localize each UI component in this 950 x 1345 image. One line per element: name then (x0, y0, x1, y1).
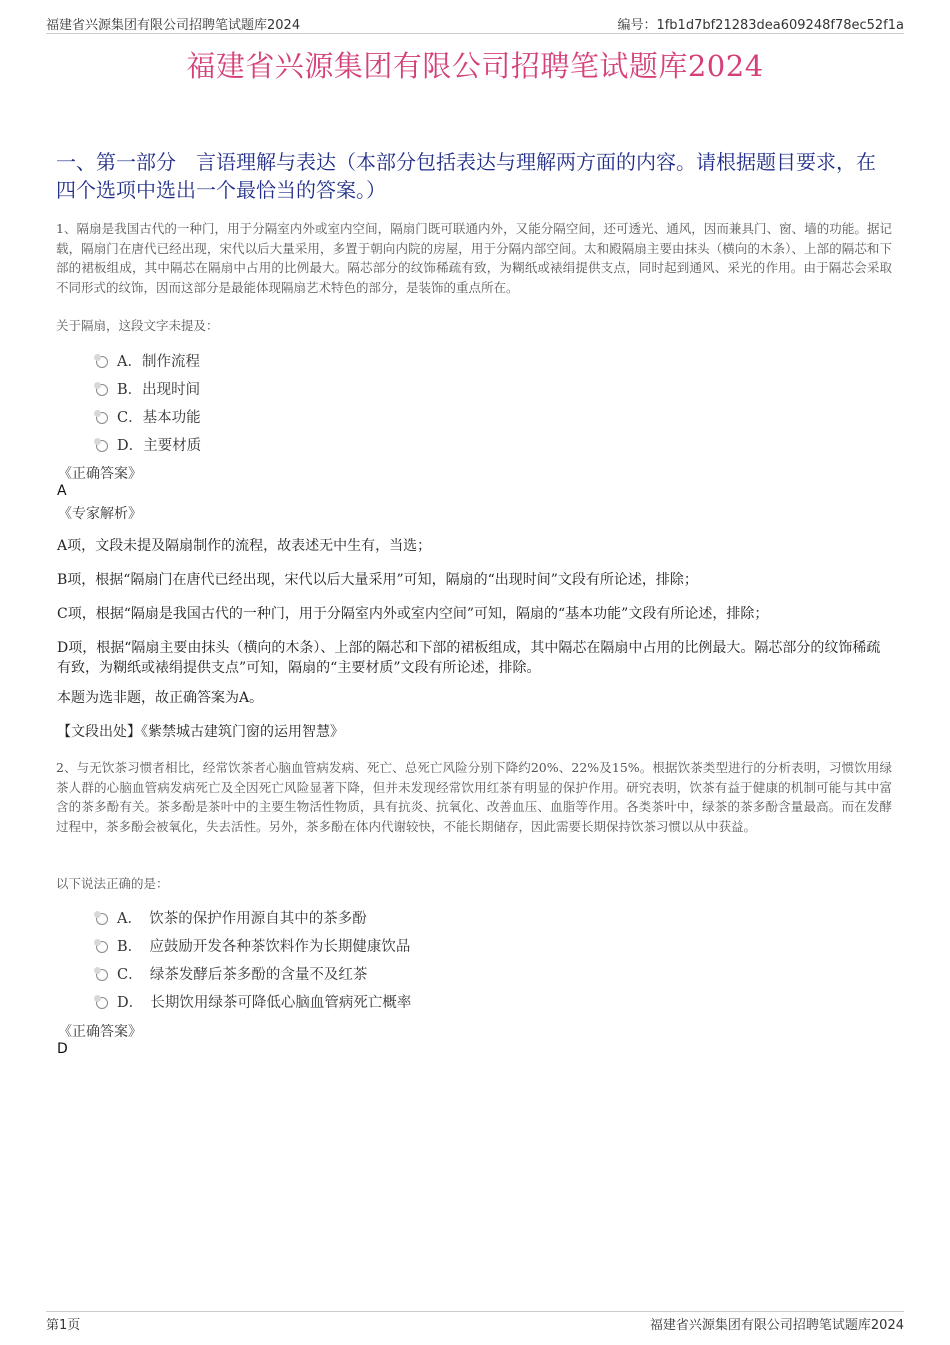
question-2-answer: D (57, 1041, 68, 1057)
question-2-answer-label: 《正确答案》 (58, 1024, 142, 1040)
option-label: C． 绿茶发酵后茶多酚的含量不及红茶 (117, 966, 368, 983)
question-2-option-a[interactable] (96, 903, 411, 931)
option-label: D． 长期饮用绿茶可降低心脑血管病死亡概率 (117, 994, 412, 1011)
analysis-line-c: C项，根据“隔扇是我国古代的一种门，用于分隔室内外或室内空间”可知，隔扇的“基本功能”文段有所论述，排除； (57, 606, 769, 622)
footer-page-number: 第1页 (46, 1318, 81, 1333)
question-1-option-c[interactable] (96, 402, 201, 430)
question-1-prompt: 关于隔扇，这段文字未提及： (56, 318, 219, 333)
page-header (46, 14, 904, 34)
option-label: A． 饮茶的保护作用源自其中的茶多酚 (117, 910, 367, 927)
section-title: 一、第一部分 言语理解与表达（本部分包括表达与理解两方面的内容。请根据题目要求，在四个选项中选出一个最恰当的答案。） (56, 150, 876, 202)
radio-icon[interactable] (96, 913, 108, 925)
option-label: C．基本功能 (117, 409, 201, 426)
option-label: A．制作流程 (117, 353, 200, 370)
header-doc-id: 编号：1fb1d7bf21283dea609248f78ec52f1a (617, 18, 904, 33)
question-2-passage: 2、与无饮茶习惯者相比，经常饮茶者心脑血管病发病、死亡、总死亡风险分别下降约20%、22%及15%。根据饮茶类型进行的分析表明，习惯饮用绿茶人群的心脑血管病发病死亡及全因死亡风险显著下降，但并未发现经常饮用红茶有明显的保护作用。研究表明，饮茶有益于健康的机制可能与其中富含的茶多酚有关。茶多酚是茶叶中的主要生物活性物质，具有抗炎、抗氧化、改善血压、血脂等作用。各类茶叶中，绿茶的茶多酚含量最高。而在发酵过程中，茶多酚会被氧化，失去活性。另外，茶多酚在体内代谢较快，不能长期储存，因此需要长期保持饮茶习惯以从中获益。 (56, 760, 892, 834)
question-2-option-d[interactable] (96, 987, 411, 1015)
radio-icon[interactable] (96, 384, 108, 396)
radio-icon[interactable] (96, 440, 108, 452)
question-1-options (96, 346, 201, 458)
analysis-source: 【文段出处】《紫禁城古建筑门窗的运用智慧》 (57, 724, 344, 740)
radio-icon[interactable] (96, 412, 108, 424)
question-1-answer: A (57, 483, 67, 499)
question-1-option-a[interactable] (96, 346, 201, 374)
option-label: B． 应鼓励开发各种茶饮料作为长期健康饮品 (117, 938, 411, 955)
question-1-option-b[interactable] (96, 374, 201, 402)
question-2-prompt: 以下说法正确的是： (56, 876, 169, 891)
question-2-options (96, 903, 411, 1015)
page-footer (46, 1314, 904, 1334)
question-1-option-d[interactable] (96, 430, 201, 458)
option-label: D．主要材质 (117, 437, 202, 454)
analysis-conclusion: 本题为选非题，故正确答案为A。 (57, 690, 264, 706)
footer-doc-title: 福建省兴源集团有限公司招聘笔试题库2024 (649, 1318, 904, 1333)
analysis-line-a: A项，文段未提及隔扇制作的流程，故表述无中生有，当选； (57, 538, 432, 554)
question-1-passage: 1、隔扇是我国古代的一种门，用于分隔室内外或室内空间，隔扇门既可联通内外，又能分隔空间，还可透光、通风，因而兼具门、窗、墙的功能。据记载，隔扇门在唐代已经出现，宋代以后大量采用，多置于朝向内院的房屋，用于分隔内部空间。太和殿隔扇主要由抹头（横向的木条）、上部的隔芯和下部的裙板组成，其中隔芯在隔扇中占用的比例最大。隔芯部分的纹饰稀疏有致，为糊纸或裱绢提供支点，同时起到通风、采光的作用。由于隔芯会采取不同形式的纹饰，因而这部分是最能体现隔扇艺术特色的部分，是装饰的重点所在。 (56, 221, 892, 295)
option-label: B．出现时间 (117, 381, 201, 398)
footer-divider (46, 1311, 904, 1312)
question-1-answer-label: 《正确答案》 (58, 466, 142, 482)
radio-icon[interactable] (96, 941, 108, 953)
analysis-line-b: B项，根据“隔扇门在唐代已经出现，宋代以后大量采用”可知，隔扇的“出现时间”文段有所论述，排除； (57, 572, 698, 588)
header-doc-title: 福建省兴源集团有限公司招聘笔试题库2024 (46, 18, 301, 33)
page-title: 福建省兴源集团有限公司招聘笔试题库2024 (186, 49, 764, 83)
question-1-analysis-label: 《专家解析》 (58, 506, 142, 522)
analysis-line-d: D项，根据“隔扇主要由抹头（横向的木条）、上部的隔芯和下部的裙板组成，其中隔芯在隔扇中占用的比例最大。隔芯部分的纹饰稀疏有致，为糊纸或裱绢提供支点”可知，隔扇的“主要材质”文段有所论述，排除。 (57, 640, 881, 676)
question-2-option-b[interactable] (96, 931, 411, 959)
question-2-option-c[interactable] (96, 959, 411, 987)
radio-icon[interactable] (96, 969, 108, 981)
radio-icon[interactable] (96, 997, 108, 1009)
header-divider (46, 33, 904, 34)
radio-icon[interactable] (96, 356, 108, 368)
